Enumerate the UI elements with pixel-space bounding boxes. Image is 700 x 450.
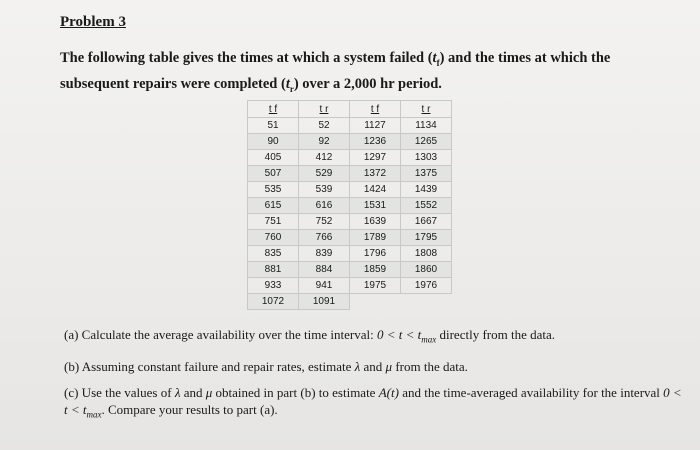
table-row [248, 214, 452, 230]
question-b-and: and [360, 358, 386, 374]
question-c-mu: μ [205, 384, 213, 400]
table-cell: 1808 [401, 246, 452, 262]
question-c-text4: . Compare your results to part (a). [101, 401, 278, 417]
table-cell: 529 [299, 166, 350, 182]
table-row [248, 278, 452, 294]
table-cell: 507 [248, 166, 299, 182]
tf-subscript: f [436, 57, 440, 68]
question-a-tail: directly from the data. [436, 327, 555, 342]
table-cell: 92 [299, 134, 350, 150]
table-cell: 1976 [401, 278, 452, 294]
table-cell: 1795 [401, 230, 452, 246]
header-tr-1: t r [299, 101, 350, 118]
tf-symbol: t [432, 50, 437, 66]
table-cell: 1424 [350, 182, 401, 198]
question-c-At: A(t) [378, 384, 399, 400]
table-cell: 615 [248, 198, 299, 214]
problem-intro [60, 48, 660, 100]
table-cell: 1975 [350, 278, 401, 294]
table-cell: 1789 [350, 230, 401, 246]
header-tf-2: t f [350, 101, 401, 118]
question-b-mu: μ [385, 358, 393, 374]
question-c-text1: (c) Use the values of [64, 384, 175, 400]
table-cell: 52 [299, 118, 350, 134]
question-a [64, 326, 684, 349]
table-cell: 405 [248, 150, 299, 166]
table-cell: 1072 [248, 294, 299, 310]
table-cell: 1796 [350, 246, 401, 262]
table-cell: 1859 [350, 262, 401, 278]
table-cell: 1552 [401, 198, 452, 214]
table-cell: 1236 [350, 134, 401, 150]
table-cell: 1303 [401, 150, 452, 166]
questions [64, 326, 684, 432]
table-cell: 539 [299, 182, 350, 198]
table-row [248, 118, 452, 134]
question-c-and: and [180, 384, 206, 400]
question-b [64, 358, 684, 375]
question-c-text2: obtained in part (b) to estimate [212, 384, 379, 400]
problem-title: Problem 3 [60, 14, 126, 30]
tr-subscript: r [289, 83, 294, 94]
table-cell: 1265 [401, 134, 452, 150]
intro-part2: ) and the times at which the subsequent repairs were completed ( [60, 50, 611, 92]
table-cell: 1639 [350, 214, 401, 230]
table-cell [350, 294, 401, 310]
table-cell: 90 [248, 134, 299, 150]
tr-symbol: t [285, 75, 290, 92]
table-cell: 535 [248, 182, 299, 198]
failure-repair-table [247, 100, 452, 310]
question-c [64, 384, 684, 424]
table-cell: 881 [248, 262, 299, 278]
header-tf-1: t f [248, 101, 299, 118]
intro-part3: ) over a 2,000 hr period. [293, 75, 442, 92]
table-cell: 1439 [401, 182, 452, 198]
table-cell: 1134 [401, 118, 452, 134]
table-cell: 1531 [350, 198, 401, 214]
table-row [248, 134, 452, 150]
table-cell: 1667 [401, 214, 452, 230]
table-row [248, 246, 452, 262]
question-b-lambda: λ [354, 358, 361, 374]
table-cell: 766 [299, 230, 350, 246]
table-body [248, 118, 452, 310]
header-tr-2: t r [401, 101, 452, 118]
table-cell: 752 [299, 214, 350, 230]
intro-part1: The following table gives the times at which a system failed ( [60, 50, 433, 66]
table-cell: 1375 [401, 166, 452, 182]
question-b-tail: from the data. [392, 358, 468, 374]
table-cell: 933 [248, 278, 299, 294]
table-row [248, 166, 452, 182]
question-a-sub: max [421, 334, 437, 345]
table-cell: 835 [248, 246, 299, 262]
table-cell: 1127 [350, 118, 401, 134]
table-row [248, 294, 452, 310]
table-cell: 51 [248, 118, 299, 134]
table-cell: 616 [299, 198, 350, 214]
table-row [248, 150, 452, 166]
table-row [248, 198, 452, 214]
table-cell: 760 [248, 230, 299, 246]
table-cell: 1860 [401, 262, 452, 278]
table-cell [401, 294, 452, 310]
table-cell: 1372 [350, 166, 401, 182]
question-a-math: 0 < t < t [376, 327, 422, 342]
question-c-math: 0 < t < t [64, 384, 682, 417]
table-row [248, 230, 452, 246]
question-c-lambda: λ [174, 384, 181, 400]
table-cell: 839 [299, 246, 350, 262]
table-cell: 1297 [350, 150, 401, 166]
question-b-text: (b) Assuming constant failure and repair rates, estimate [64, 358, 355, 374]
question-a-text: (a) Calculate the average availability over the time interval: [64, 327, 377, 342]
table-cell: 751 [248, 214, 299, 230]
question-c-text3: and the time-averaged availability for the interval [398, 384, 664, 400]
table-cell: 884 [299, 262, 350, 278]
table-cell: 1091 [299, 294, 350, 310]
table-cell: 412 [299, 150, 350, 166]
table-cell: 941 [299, 278, 350, 294]
table-header-row [248, 101, 452, 118]
table-row [248, 182, 452, 198]
table-row [248, 262, 452, 278]
question-c-sub: max [86, 409, 102, 420]
